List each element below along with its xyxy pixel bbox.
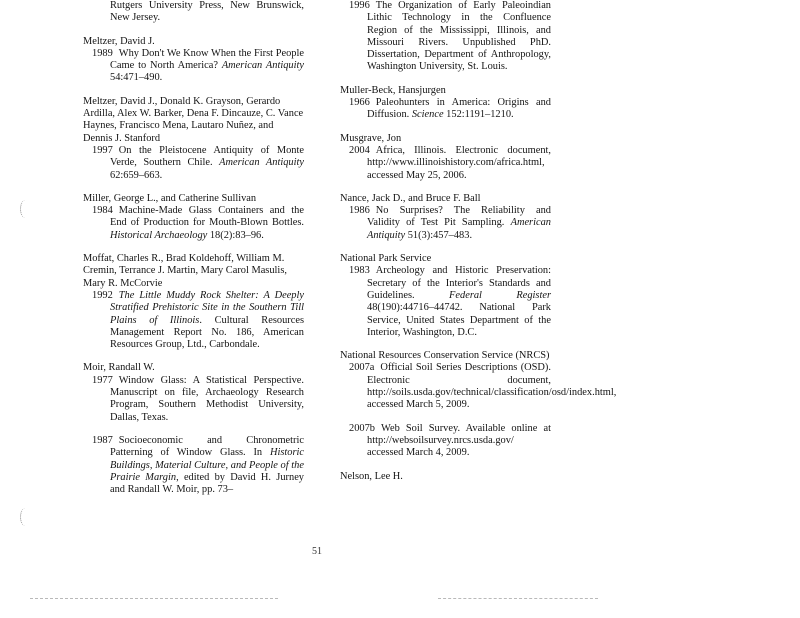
reference-year: 1986 <box>349 205 370 217</box>
reference-work <box>82 145 304 182</box>
scan-dash <box>30 598 278 600</box>
reference-entry <box>339 350 617 459</box>
reference-work <box>82 375 304 424</box>
reference-text: Web Soil Survey. Available online at http://websoilsurvey.nrcs.usda.gov/ accessed March 4, 2009. <box>367 422 551 459</box>
scan-mark <box>20 200 31 218</box>
reference-entry <box>339 133 551 182</box>
reference-author: Miller, George L., and Catherine Sullivan <box>83 192 257 204</box>
reference-year: 1984 <box>92 205 113 217</box>
reference-work <box>82 48 304 85</box>
reference-work <box>82 205 304 242</box>
reference-text: Archeology and Historic Preservation: Secretary of the Interior's Standards and Guidelines. Federal Register 48(190):44716–44742. National Park Service, United States Department of the Interior, Washington, D.C. <box>367 265 551 338</box>
reference-work <box>339 145 551 182</box>
page-number: 51 <box>312 546 322 557</box>
reference-work <box>339 97 551 122</box>
reference-work <box>82 0 304 25</box>
scan-dash <box>438 598 598 600</box>
reference-text: Machine-Made Glass Containers and the End of Production for Mouth-Blown Bottles. Historical Archaeology 18(2):83–96. <box>110 205 304 241</box>
reference-text: The Organization of Early Paleoindian Lithic Technology in the Confluence Region of the Mississippi, Illinois, and Missouri Rivers. Unpublished PhD. Dissertation, Department of Anthropology, Washington University, St. Louis. <box>367 0 551 73</box>
reference-author: Moir, Randall W. <box>83 362 155 374</box>
reference-work <box>339 0 551 74</box>
reference-year: 2007a <box>349 362 375 374</box>
reference-entry <box>82 36 304 85</box>
reference-year: 1977 <box>92 374 113 386</box>
reference-text: Africa, Illinois. Electronic document, http://www.illinoishistory.com/africa.html, accessed May 25, 2006. <box>367 144 551 181</box>
reference-entry <box>339 471 551 483</box>
reference-year: 1989 <box>92 47 113 59</box>
reference-year: 1987 <box>92 434 113 446</box>
reference-entry <box>339 0 551 74</box>
reference-author: National Park Service <box>340 253 432 265</box>
reference-work <box>339 205 551 242</box>
reference-entry <box>339 253 551 339</box>
reference-text: On the Pleistocene Antiquity of Monte Verde, Southern Chile. American Antiquity 62:659–663. <box>110 144 304 181</box>
reference-entry <box>82 0 304 25</box>
reference-work <box>339 423 551 460</box>
reference-author: Moffat, Charles R., Brad Koldehoff, William M. Cremin, Terrance J. Martin, Mary Carol Masulis, Mary R. McCorvie <box>83 253 287 289</box>
reference-author: Meltzer, David J. <box>83 35 155 47</box>
reference-work <box>82 435 304 496</box>
reference-year: 1983 <box>349 265 370 277</box>
reference-year: 1997 <box>92 144 113 156</box>
reference-author: Muller-Beck, Hansjurgen <box>340 84 446 96</box>
reference-year: 1966 <box>349 97 370 109</box>
reference-author: Musgrave, Jon <box>340 132 402 144</box>
reference-text: No Surprises? The Reliability and Validity of Test Pit Sampling. American Antiquity 51(3):457–483. <box>367 205 551 241</box>
reference-entry <box>82 253 304 351</box>
reference-work <box>339 362 617 411</box>
reference-author: Nelson, Lee H. <box>340 470 403 482</box>
left-column <box>82 0 304 496</box>
reference-author: Meltzer, David J., Donald K. Grayson, Gerardo Ardilla, Alex W. Barker, Dena F. Dincauze, C. Vance Haynes, Francisco Mena, Lautaro Nuñez, and Dennis J. Stanford <box>83 95 304 144</box>
reference-entry <box>82 362 304 496</box>
reference-author: National Resources Conservation Service (NRCS) <box>340 350 550 362</box>
reference-year: 1992 <box>92 289 113 301</box>
reference-text: Socioeconomic and Chronometric Patterning of Window Glass. In Historic Buildings, Material Culture, and People of the Prairie Margin, edited by David H. Jurney and Randall W. Moir, pp. 73– <box>110 434 304 496</box>
right-column <box>339 0 617 483</box>
reference-year: 2007b <box>349 422 375 434</box>
scan-mark <box>20 508 31 526</box>
reference-year: 1996 <box>349 0 370 11</box>
reference-author: Nance, Jack D., and Bruce F. Ball <box>340 192 481 204</box>
reference-entry <box>339 85 551 122</box>
reference-entry <box>82 193 304 242</box>
reference-text: The Little Muddy Rock Shelter: A Deeply Stratified Prehistoric Site in the Southern Till Plains of Illinois. Cultural Resources Management Report No. 186, American Resources Group, Ltd., Carbondale. <box>110 289 304 351</box>
reference-entry <box>82 96 304 182</box>
reference-year: 2004 <box>349 144 370 156</box>
reference-text: Paleohunters in America: Origins and Diffusion. Science 152:1191–1210. <box>367 97 551 121</box>
reference-text: Official Soil Series Descriptions (OSD). Electronic document, http://soils.usda.gov/technical/classification/osd/index.html, accessed March 5, 2009. <box>367 362 617 411</box>
reference-text: Why Don't We Know When the First People Came to North America? American Antiquity 54:471–490. <box>110 47 304 84</box>
reference-work <box>82 290 304 351</box>
reference-work <box>339 265 551 339</box>
reference-text: Rutgers University Press, New Brunswick, New Jersey. <box>110 0 304 24</box>
reference-text: Window Glass: A Statistical Perspective. Manuscript on file, Archaeology Research Program, Southern Methodist University, Dallas, Texas. <box>110 374 304 423</box>
reference-entry <box>339 193 551 242</box>
